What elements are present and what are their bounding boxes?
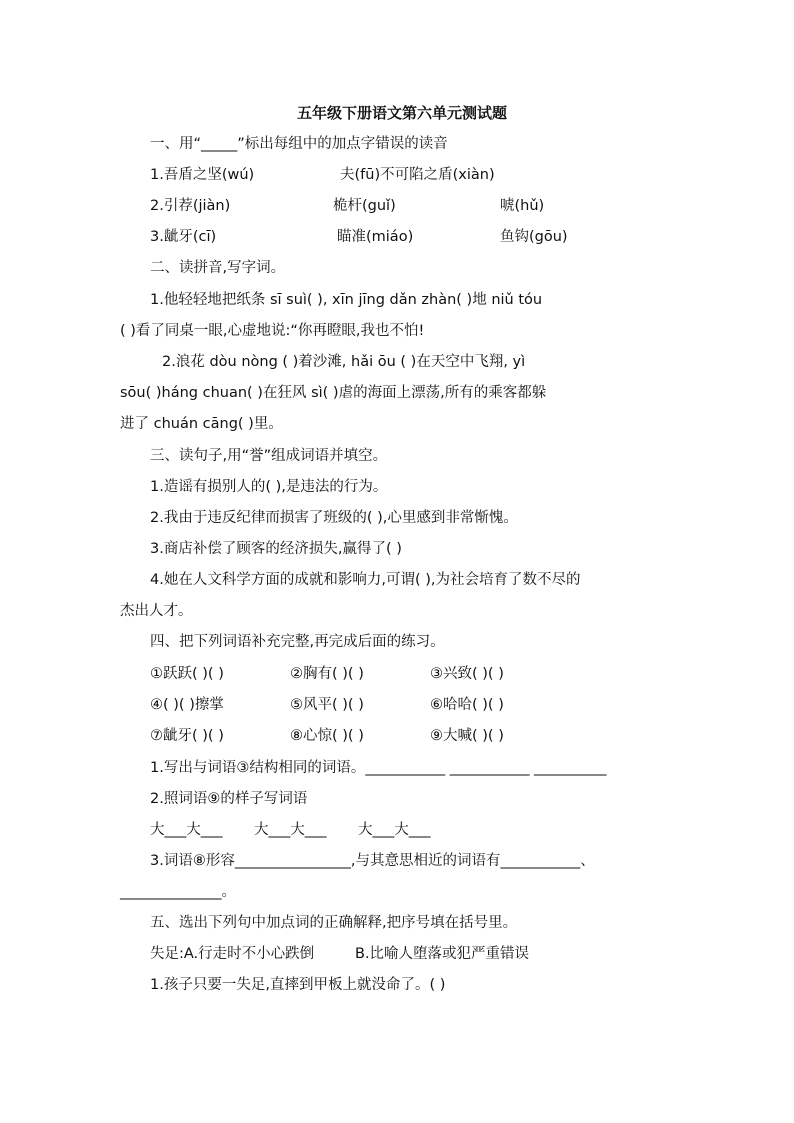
s1-item: 桅杆(guǐ) [333,198,396,214]
s2-text-line: 1.他轻轻地把纸条 sī suì( ), xīn jīng dǎn zhàn( )地 niǔ tóu [150,292,543,308]
idiom-item: ⑥哈哈( )( ) [430,697,504,713]
page-title: 五年级下册语文第六单元测试题 [297,104,508,122]
s1-item: 1.吾盾之坚(wú) [150,167,255,183]
idiom-item: ⑨大喊( )( ) [430,728,504,744]
s5-question: 1.孩子只要一失足,直摔到甲板上就没命了。( ) [150,977,446,993]
s3-question: 1.造谣有损别人的( ),是违法的行为。 [150,479,388,495]
s2-text-line: ( )看了同桌一眼,心虚地说:“你再瞪眼,我也不怕! [120,323,425,339]
idiom-item: ②胸有( )( ) [290,666,364,682]
s3-question: 3.商店补偿了顾客的经济损失,赢得了( ) [150,541,402,557]
s4-exercise: 1.写出与词语③结构相同的词语。___________ ___________ __________ [150,760,607,776]
s2-text-line: 进了 chuán cāng( )里。 [120,416,283,432]
s4-blank: 大___大___ [150,822,223,838]
s1-item: 瞄准(miáo) [337,229,414,245]
section-1-heading: 一、用“_____”标出每组中的加点字错误的读音 [150,136,448,152]
section-4-heading: 四、把下列词语补充完整,再完成后面的练习。 [150,634,445,650]
section-2-heading: 二、读拼音,写字词。 [150,260,286,276]
idiom-item: ①跃跃( )( ) [150,666,224,682]
s1-item: 夫(fū)不可陷之盾(xiàn) [340,167,495,183]
s4-blank: 大___大___ [254,822,327,838]
definition-a: 失足:A.行走时不小心跌倒 [150,946,315,962]
section-3-heading: 三、读句子,用“誉”组成词语并填空。 [150,448,388,464]
idiom-item: ③兴致( )( ) [430,666,504,682]
s4-exercise: 2.照词语⑨的样子写词语 [150,791,308,807]
s4-blank: 大___大___ [358,822,431,838]
s4-exercise: ______________。 [120,884,236,900]
s3-question: 4.她在人文科学方面的成就和影响力,可谓( ),为社会培育了数不尽的 [150,572,581,588]
s1-item: 鱼钩(gōu) [500,229,568,245]
s1-item: 唬(hǔ) [500,198,545,214]
idiom-item: ⑦龇牙( )( ) [150,728,224,744]
idiom-item: ④( )( )擦掌 [150,697,224,713]
definition-b: B.比喻人堕落或犯严重错误 [355,946,530,962]
s2-text-line: 2.浪花 dòu nòng ( )着沙滩, hǎi ōu ( )在天空中飞翔, yì [162,354,526,370]
s1-item: 2.引荐(jiàn) [150,198,231,214]
s3-question: 2.我由于违反纪律而损害了班级的( ),心里感到非常惭愧。 [150,510,518,526]
idiom-item: ⑧心惊( )( ) [290,728,364,744]
s4-exercise: 3.词语⑧形容________________,与其意思相近的词语有___________、 [150,853,595,869]
s2-text-line: sōu( )háng chuan( )在狂风 sì( )虐的海面上漂荡,所有的乘客都躲 [120,385,547,401]
idiom-item: ⑤风平( )( ) [290,697,364,713]
s1-item: 3.龇牙(cī) [150,229,217,245]
section-5-heading: 五、选出下列句中加点词的正确解释,把序号填在括号里。 [150,915,518,931]
s3-question: 杰出人才。 [120,603,193,619]
